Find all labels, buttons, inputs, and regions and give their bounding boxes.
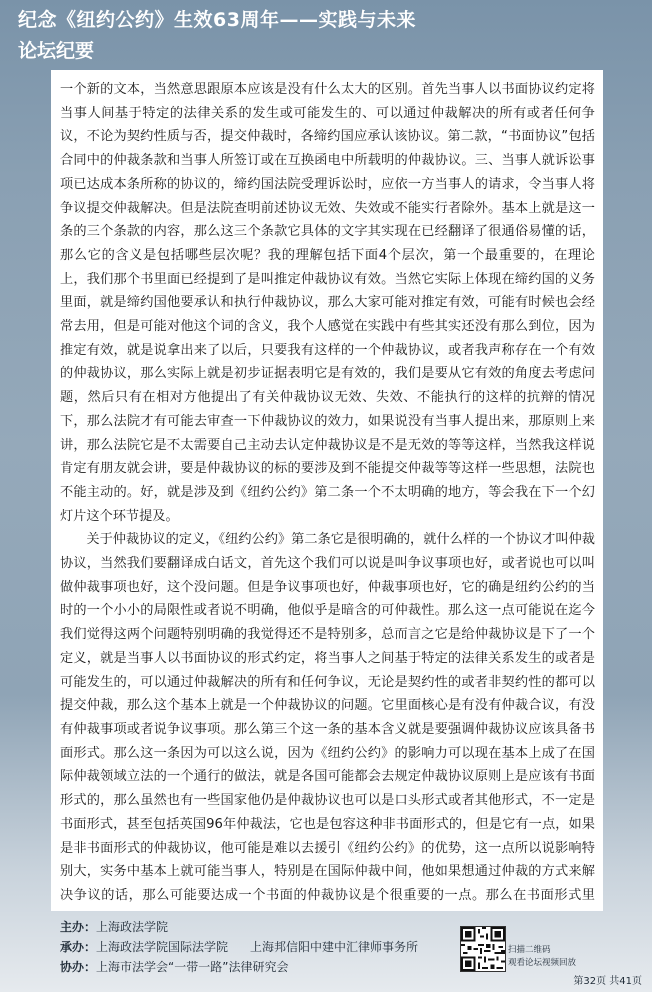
- page-number: 第32页 共41页: [573, 976, 642, 987]
- transcript-panel: [51, 70, 603, 911]
- co-organizer-name: 上海市法学会“一带一路”法律研究会: [96, 960, 289, 974]
- paragraph-1: 一个新的文本，当然意思跟原本应该是没有什么太大的区别。首先当事人以书面协议约定将当事人间基于特定的法律关系的发生或可能发生的、可以通过仲裁解决的所有或者任何争议，不论为契约性质与否，提交仲裁时，各缔约国应承认该协议。第二款，“书面协议”包括合同中的仲裁条款和当事人所签订或在互换函电中所载明的仲裁协议。三、当事人就诉讼事项已达成本条所称的协议的，缔约国法院受理诉讼时，应依一方当事人的请求，令当事人将争议提交仲裁解决。但是法院查明前述协议无效、失效或不能实行者除外。基本上就是这一条的三个条款的内容，那么这三个条款它具体的文字其实现在已经翻译了很通俗易懂的话，那么它的含义是包括哪些层次呢？我的理解包括下面4个层次，第一个最重要的，在理论上，我们那个书里面已经提到了是叫推定仲裁协议有效。当然它实际上体现在缔约国的义务里面，就是缔约国他要承认和执行仲裁协议，那么大家可能对推定有效，可能有时候也会经常去用，但是可能对他这个词的含义，我个人感觉在实践中有些其实还没有那么到位，因为推定有效，就是说拿出来了以后，只要我有这样的一个仲裁协议，或者我声称存在一个有效的仲裁协议，那么实际上就是初步证据表明它是有效的，我们是要从它有效的角度去考虑问题，然后只有在相对方他提出了有关仲裁协议无效、失效、不能执行的这样的抗辩的情况下，那么法院才有可能去审查一下仲裁协议的效力，如果说没有当事人提出来，那原则上来讲，那么法院它是不太需要自己主动去认定仲裁协议是不是无效的等等这样，当然我这样说肯定有朋友就会讲，要是仲裁协议的标的要涉及到不能提交仲裁等等这样一些思想，法院也不能主动的。好，就是涉及到《纽约公约》第二条一个不太明确的地方，等会我在下一个幻灯片这个环节提及。: [60, 82, 595, 524]
- organizer-name-1: 上海政法学院国际法学院: [96, 940, 229, 954]
- qr-caption: [508, 944, 576, 970]
- host-label: 主办：: [60, 920, 97, 934]
- co-organizer-row: [60, 957, 418, 977]
- qr-code-icon[interactable]: [460, 926, 506, 972]
- qr-caption-line-2: 观看论坛视频回放: [508, 958, 577, 968]
- qr-caption-line-1: 扫描二维码: [508, 945, 551, 955]
- host-row: [60, 917, 418, 937]
- page-title: 纪念《纽约公约》生效63周年——实践与未来: [18, 9, 416, 31]
- footer-credits: [60, 917, 418, 977]
- host-name: 上海政法学院: [96, 920, 169, 934]
- page-subtitle: 论坛纪要: [18, 40, 95, 62]
- organizer-row: [60, 937, 418, 957]
- paragraph-2: 关于仲裁协议的定义，《纽约公约》第二条它是很明确的，就什么样的一个协议才叫仲裁协议，当然我们要翻译成白话文，首先这个我们可以说是叫争议事项也好，或者说也可以叫做仲裁事项也好，这个没问题。但是争议事项也好，仲裁事项也好，它的确是纽约公约的当时的一个小小的局限性或者说不明确，他似乎是暗含的可仲裁性。那么这一点可能说在迄今我们觉得这两个问题特别明确的我觉得还不是特别多，总而言之它是给仲裁协议是下了一个定义，就是当事人以书面协议的形式约定，将当事人之间基于特定的法律关系发生的或者是可能发生的，可以通过仲裁解决的所有和任何争议，无论是契约性的或者非契约性的都可以提交仲裁，那么这个基本上就是一个仲裁协议的问题。它里面核心是有没有仲裁合议，有没有仲裁事项或者说争议事项。那么第三个这一条的基本含义就是要强调仲裁协议应该具备书面形式。那么这一条因为可以这么说，因为《纽约公约》的影响力可以现在基本上成了在国际仲裁领域立法的一个通行的做法，就是各国可能都会去规定仲裁协议原则上是应该有书面形式的，那么虽然也有一些国家他仍是仲裁协议也可以是口头形式或者其他形式，不一定是书面形式，甚至包括英国96年仲裁法，它也是包容这种非书面形式的，但是它有一点，如果是非书面形式的仲裁协议，他可能是难以去援引《纽约公约》的优势，这一点所以说影响特别大，实务中基本上就可能当事人，特别是在国际仲裁中间，他如果想通过仲裁的方式来解决争议的话，那么可能要达成一个书面的仲裁协议是个很重要的一点。那么在书面形式里: [60, 532, 595, 903]
- organizer-label: 承办：: [60, 940, 97, 954]
- co-organizer-label: 协办：: [60, 960, 97, 974]
- organizer-name-2: 上海邦信阳中建中汇律师事务所: [250, 940, 419, 954]
- page-header: [18, 6, 416, 64]
